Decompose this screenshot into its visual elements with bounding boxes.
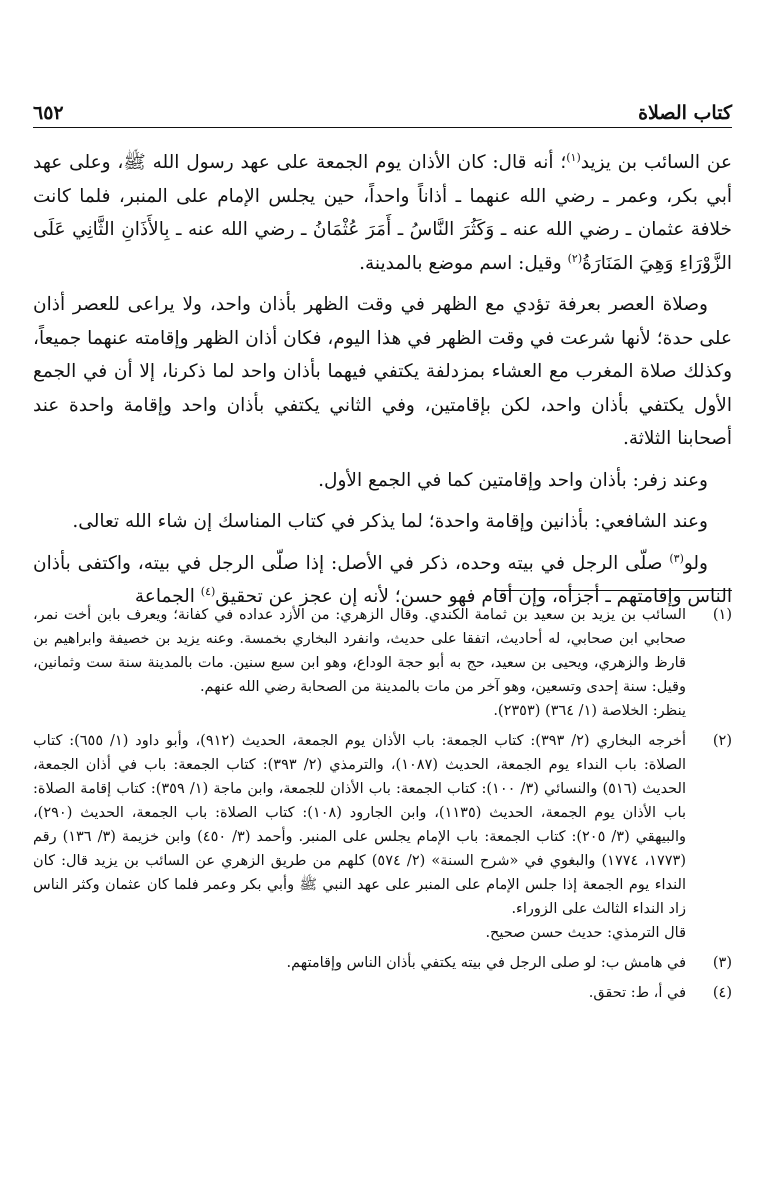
footnote-text: في هامش ب: لو صلى الرجل في بيته يكتفي بأذان الناس وإقامتهم. xyxy=(286,955,686,971)
paragraph-4: وعند الشافعي: بأذانين وإقامة واحدة؛ لما يذكر في كتاب المناسك إن شاء الله تعالى. xyxy=(72,511,708,532)
footnote-ref-1: (١) xyxy=(566,150,581,164)
footnote-ref-2: (٢) xyxy=(567,251,583,265)
footnote-text: في أ، ط: تحقق. xyxy=(588,985,686,1001)
footnote-ref-3: (٣) xyxy=(669,551,684,565)
page-number: ٦٥٢ xyxy=(33,102,64,124)
footnote-text: قال الترمذي: حديث حسن صحيح. xyxy=(485,925,686,941)
main-text xyxy=(33,146,732,622)
footnote-2 xyxy=(33,729,732,945)
paragraph-text: ولو xyxy=(683,552,708,574)
footnote-ref-4: (٤) xyxy=(200,584,216,598)
footnote-body xyxy=(33,951,686,975)
footnote-number: (٤) xyxy=(712,985,732,1001)
footnote-number: (٣) xyxy=(712,955,732,971)
footnote-body xyxy=(33,981,686,1005)
footnote-separator xyxy=(494,590,732,591)
footnote-number: (٢) xyxy=(712,733,732,749)
footnote-3 xyxy=(33,951,732,975)
footnote-text: السائب بن يزيد بن سعيد بن ثمامة الكندي. وقال الزهري: من الأزد عداده في كفانة؛ ويعرف بابن أخت نمر، صحابي ابن صحابي، له أحاديث، اتفقا على حديث، وانفرد البخاري بخمسة. وعنه يزيد بن خصيفة وابراهيم بن قارظ والزهري، ويحيى بن سعيد، حج به أبو حجة الوداع، وهو ابن سبع سنين. مات بالمدينة سنة ست وثمانين، وقيل: سنة إحدى وتسعين، وهو آخر من مات بالمدينة من الصحابة رضي الله عنهم. xyxy=(33,607,686,695)
footnote-4 xyxy=(33,981,732,1005)
paragraph-text: عن السائب بن يزيد xyxy=(580,152,732,173)
footnotes xyxy=(33,603,732,1011)
paragraph-text: وقيل: اسم موضع بالمدينة. xyxy=(359,252,568,274)
paragraph-text: ؛ أنه قال: كان الأذان يوم الجمعة على عهد رسول الله ﷺ، وعلى عهد أبي بكر، وعمر ـ رضي الله عنهما ـ أذاناً واحداً، حين يجلس الإمام على المنبر، فلما كانت خلافة عثمان ـ رضي الله عنه ـ وَكَثُرَ النَّاسُ ـ أَمَرَ عُثْمَانُ ـ رضي الله عنه ـ بِالأَذَانِ الثَّانِي عَلَى الزَّوْرَاءِ وَهِيَ المَنَارَةُ xyxy=(33,152,732,274)
footnote-1 xyxy=(33,603,732,723)
paragraph-text: صلّى الرجل في بيته وحده، ذكر في الأصل: إذا صلّى الرجل في بيته، واكتفى بأذان الناس وإقامتهم ـ أجزأه، وإن أقام فهو حسن؛ لأنه إن عجز عن تحقيق xyxy=(33,552,732,607)
paragraph-2: وصلاة العصر بعرفة تؤدي مع الظهر في وقت الظهر بأذان واحد، ولا يراعى للعصر أذان على حدة؛ لأنها شرعت في وقت الظهر في هذا اليوم، فكان أذان الظهر وإقامته عنهما جميعاً، وكذلك صلاة المغرب مع العشاء بمزدلفة يكتفي فيهما بأذان واحد لما ذكرنا، إلا أن في الجمع الأول يكتفي بأذان واحد، لكن بإقامتين، وفي الثاني يكتفي بأذان واحد وإقامة واحدة عند أصحابنا الثلاثة. xyxy=(33,294,732,449)
book-title: كتاب الصلاة xyxy=(638,102,732,124)
footnote-body xyxy=(33,729,686,945)
paragraph-3: وعند زفر: بأذان واحد وإقامتين كما في الجمع الأول. xyxy=(318,469,708,491)
footnote-body xyxy=(33,603,686,723)
footnote-number: (١) xyxy=(712,607,732,623)
footnote-text: أخرجه البخاري (٢/ ٣٩٣): كتاب الجمعة: باب الأذان يوم الجمعة، الحديث (٩١٢)، وأبو داود (١/ ٦٥٥): كتاب الصلاة: باب النداء يوم الجمعة، الحديث (١٠٨٧)، والترمذي (٢/ ٣٩٣): كتاب الجمعة: باب في أذان الجمعة، الحديث (٥١٦) والنسائي (٣/ ١٠٠): كتاب الجمعة: باب الأذان للجمعة، وابن ماجة (١/ ٣٥٩): كتاب إقامة الصلاة: باب الأذان يوم الجمعة، الحديث (١١٣٥)، وابن الجارود (١٠٨): كتاب الصلاة: باب الجمعة، الحديث (٢٩٠)، والبيهقي (٣/ ٢٠٥): كتاب الجمعة: باب الإمام يجلس على المنبر. وأحمد (٣/ ٤٥٠) وابن خزيمة (٣/ ١٣٦) رقم (١٧٧٣، ١٧٧٤) والبغوي في «شرح السنة» (٢/ ٥٧٤) كلهم من طريق الزهري عن السائب بن يزيد قال: كان النداء يوم الجمعة إذا جلس الإمام على المنبر على عهد النبي ﷺ وأبي بكر وعمر فلما كان عثمان وكثر الناس زاد النداء الثالث على الزوراء. xyxy=(33,733,687,917)
paragraph-1 xyxy=(33,146,732,280)
paragraph-text: الجماعة xyxy=(134,586,201,607)
page-header xyxy=(33,100,732,128)
footnote-text: ينظر: الخلاصة (١/ ٣٦٤) (٢٣٥٣). xyxy=(493,703,686,719)
